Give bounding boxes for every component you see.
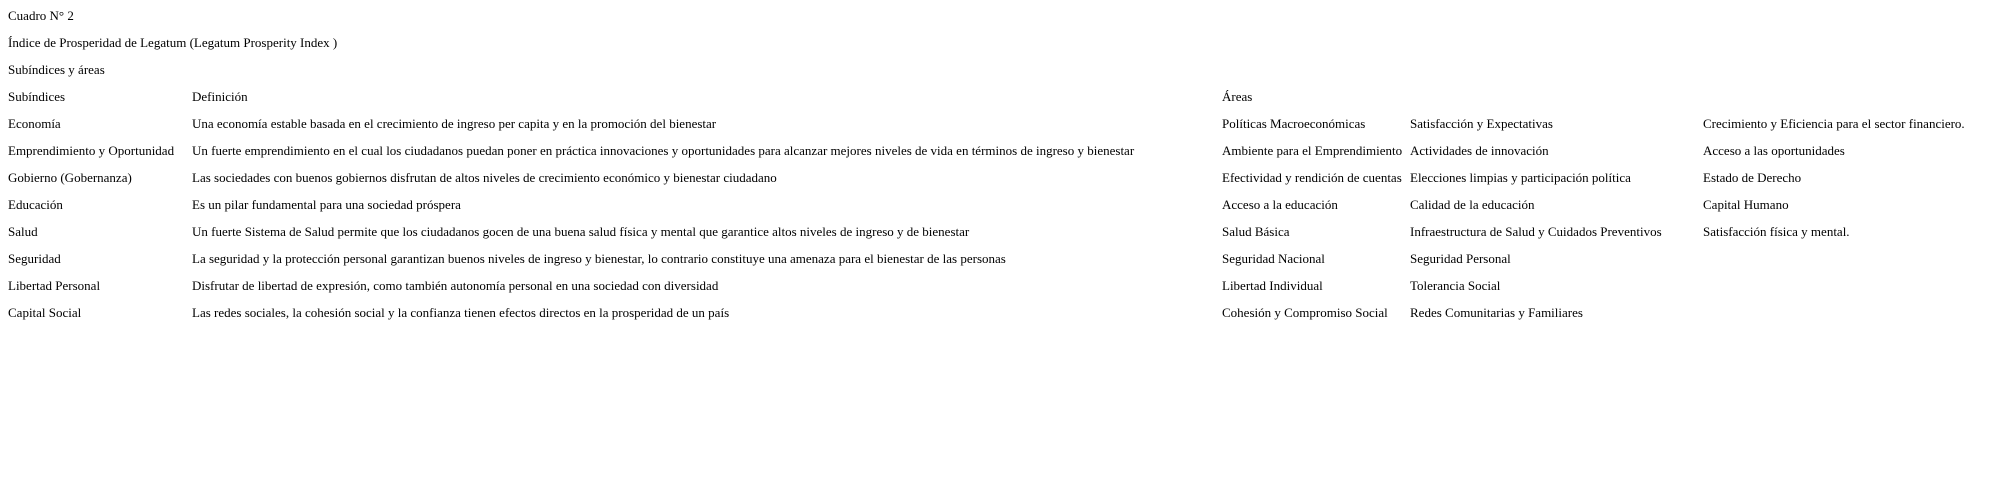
area-cell: Ambiente para el Emprendimiento	[1222, 143, 1403, 158]
area-cell: Estado de Derecho	[1703, 170, 1802, 185]
subindice-cell: Educación	[8, 197, 63, 212]
definition-cell: Las sociedades con buenos gobiernos disfrutan de altos niveles de crecimiento económico y bienestar ciudadano	[192, 170, 777, 185]
definition-cell: Una economía estable basada en el crecimiento de ingreso per capita y en la promoción del bienestar	[192, 116, 717, 131]
area-cell: Seguridad Nacional	[1222, 251, 1325, 266]
area-cell: Capital Humano	[1703, 197, 1789, 212]
area-cell: Calidad de la educación	[1410, 197, 1535, 212]
area-cell: Libertad Individual	[1222, 278, 1323, 293]
definition-cell: La seguridad y la protección personal garantizan buenos niveles de ingreso y bienestar, lo contrario constituye una amenaza para el bienestar de las personas	[192, 251, 1006, 266]
area-cell: Tolerancia Social	[1410, 278, 1501, 293]
table-row	[8, 110, 1992, 137]
subindice-cell: Emprendimiento y Oportunidad	[8, 143, 175, 158]
area-cell: Salud Básica	[1222, 224, 1290, 239]
area-cell	[1703, 272, 1992, 299]
table-row	[8, 164, 1992, 191]
table-row	[8, 191, 1992, 218]
document-subtitle: Subíndices y áreas	[8, 62, 105, 77]
area-cell: Actividades de innovación	[1410, 143, 1549, 158]
area-cell	[1703, 245, 1992, 272]
table-header-row	[8, 83, 1992, 110]
header-subindices: Subíndices	[8, 89, 66, 104]
definition-cell: Disfrutar de libertad de expresión, como también autonomía personal en una sociedad con diversidad	[192, 278, 719, 293]
table-row	[8, 272, 1992, 299]
table-row	[8, 245, 1992, 272]
subindice-cell: Capital Social	[8, 305, 82, 320]
document-title: Índice de Prosperidad de Legatum (Legatum Prosperity Index )	[8, 35, 338, 50]
table-row	[8, 218, 1992, 245]
area-cell: Satisfacción física y mental.	[1703, 224, 1850, 239]
area-cell: Cohesión y Compromiso Social	[1222, 305, 1388, 320]
area-cell: Seguridad Personal	[1410, 251, 1511, 266]
subindice-cell: Economía	[8, 116, 61, 131]
area-cell: Efectividad y rendición de cuentas	[1222, 170, 1402, 185]
area-cell: Políticas Macroeconómicas	[1222, 116, 1366, 131]
definition-cell: Un fuerte Sistema de Salud permite que los ciudadanos gocen de una buena salud física y mental que garantice altos niveles de ingreso y de bienestar	[192, 224, 970, 239]
definition-cell: Un fuerte emprendimiento en el cual los ciudadanos puedan poner en práctica innovaciones y oportunidades para alcanzar mejores niveles de vida en términos de ingreso y bienestar	[192, 143, 1135, 158]
header-areas: Áreas	[1222, 89, 1253, 104]
area-cell: Elecciones limpias y participación política	[1410, 170, 1631, 185]
prosperity-index-table	[8, 83, 1992, 326]
definition-cell: Es un pilar fundamental para una sociedad próspera	[192, 197, 461, 212]
header-definicion: Definición	[192, 89, 248, 104]
subindice-cell: Libertad Personal	[8, 278, 101, 293]
header-areas-2	[1410, 83, 1703, 110]
table-caption: Cuadro N° 2	[8, 8, 74, 23]
area-cell	[1703, 299, 1992, 326]
area-cell: Infraestructura de Salud y Cuidados Preventivos	[1410, 224, 1662, 239]
subindice-cell: Salud	[8, 224, 38, 239]
subindice-cell: Gobierno (Gobernanza)	[8, 170, 132, 185]
definition-cell: Las redes sociales, la cohesión social y la confianza tienen efectos directos en la prosperidad de un país	[192, 305, 730, 320]
header-areas-3	[1703, 83, 1992, 110]
table-row	[8, 137, 1992, 164]
area-cell: Crecimiento y Eficiencia para el sector financiero.	[1703, 116, 1965, 131]
subindice-cell: Seguridad	[8, 251, 61, 266]
area-cell: Acceso a la educación	[1222, 197, 1338, 212]
area-cell: Redes Comunitarias y Familiares	[1410, 305, 1583, 320]
table-row	[8, 299, 1992, 326]
area-cell: Satisfacción y Expectativas	[1410, 116, 1553, 131]
area-cell: Acceso a las oportunidades	[1703, 143, 1845, 158]
